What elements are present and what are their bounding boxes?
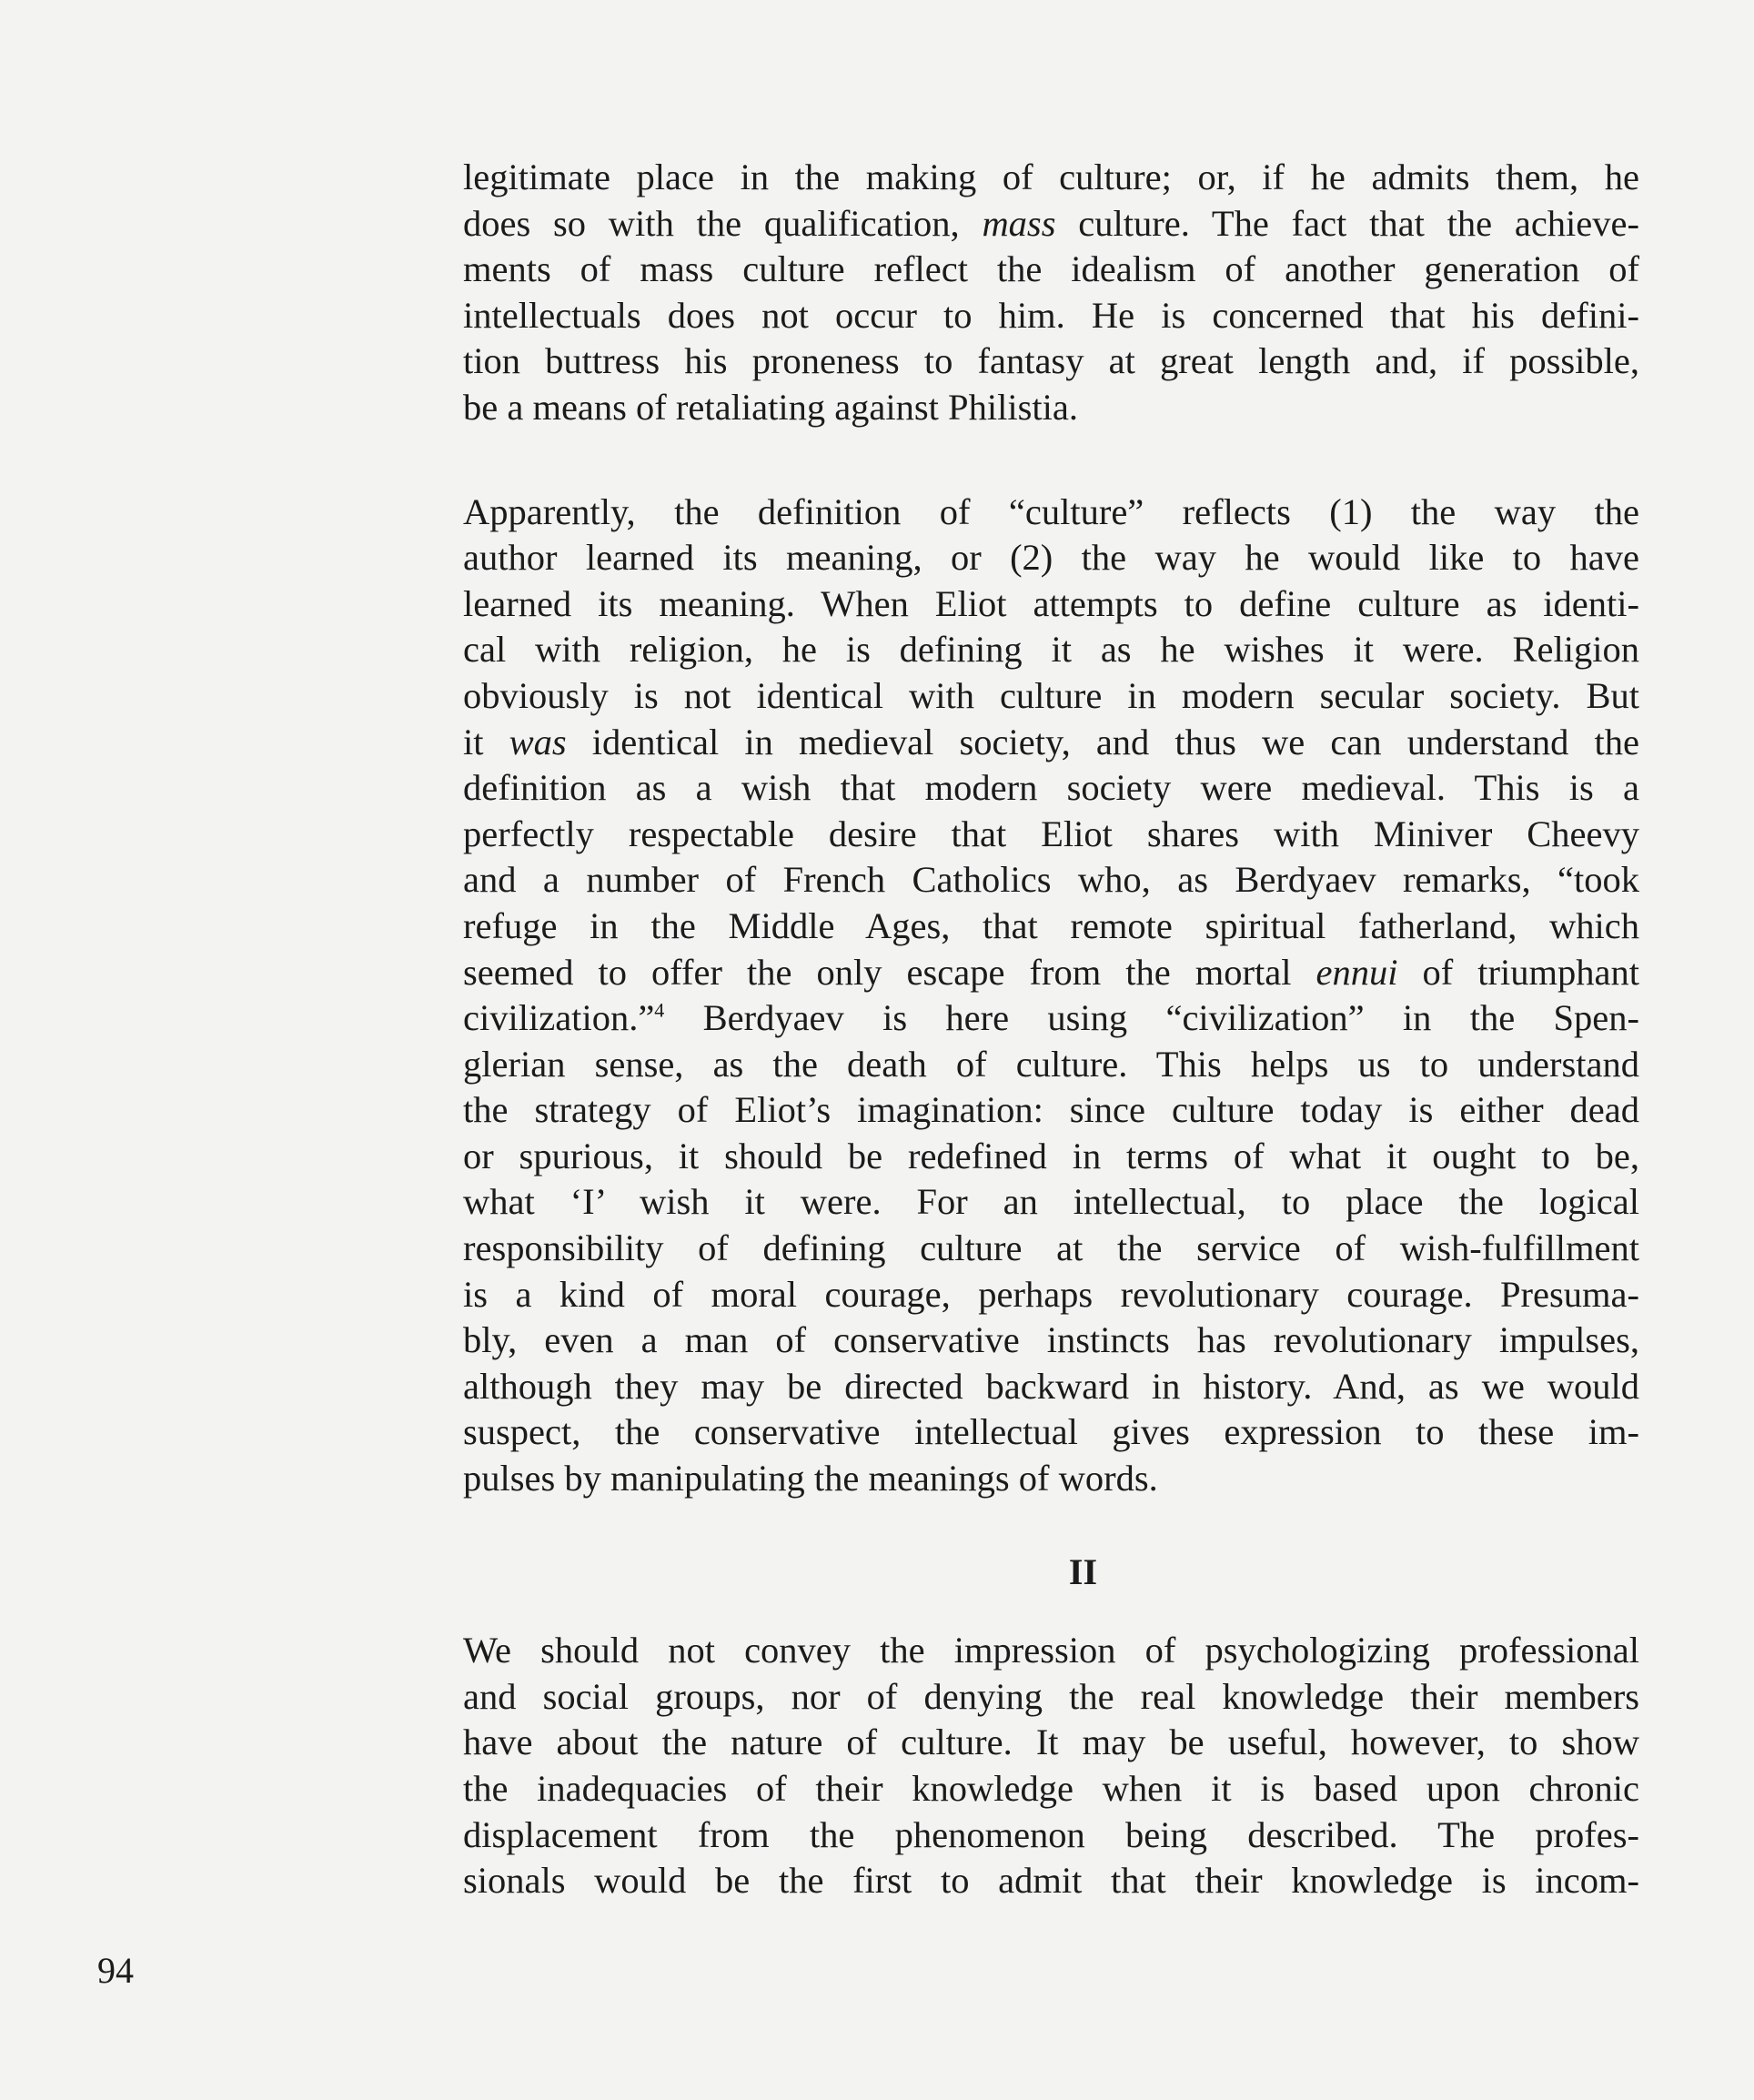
paragraph-3 <box>463 1628 1639 1904</box>
text-line: definition as a wish that modern society were medieval. This is a <box>463 767 1639 809</box>
page-number: 94 <box>97 1950 134 1991</box>
text-line: or spurious, it should be redefined in terms of what it ought to be, <box>463 1135 1639 1176</box>
text-line: glerian sense, as the death of culture. This helps us to understand <box>463 1043 1639 1085</box>
text-line: what ‘I’ wish it were. For an intellectual, to place the logical <box>463 1181 1639 1223</box>
text-line: the strategy of Eliot’s imagination: since culture today is either dead <box>463 1089 1639 1131</box>
text-line: author learned its meaning, or (2) the way he would like to have <box>463 537 1639 579</box>
text-line: learned its meaning. When Eliot attempts to define culture as identi- <box>463 582 1639 624</box>
section-spacer <box>463 1502 1639 1550</box>
text-line: have about the nature of culture. It may be useful, however, to show <box>463 1721 1639 1763</box>
section-heading: II <box>1068 1550 1098 1592</box>
text-line: cal with religion, he is defining it as he wishes it were. Religion <box>463 629 1639 671</box>
text-line: responsibility of defining culture at the service of wish-fulfillment <box>463 1227 1639 1269</box>
paragraph-2 <box>463 490 1639 1502</box>
section-spacer <box>463 1595 1639 1628</box>
text-line: suspect, the conservative intellectual gives expression to these im- <box>463 1411 1639 1453</box>
text-line: does so with the qualification, mass culture. The fact that the achieve- <box>463 202 1639 244</box>
text-line: pulses by manipulating the meanings of words. <box>463 1458 1158 1499</box>
text-line: legitimate place in the making of culture; or, if he admits them, he <box>463 156 1639 197</box>
paragraph-spacer <box>463 431 1639 490</box>
text-line: obviously is not identical with culture in modern secular society. But <box>463 674 1639 716</box>
footnote-marker: 4 <box>654 998 665 1022</box>
text-line: and a number of French Catholics who, as Berdyaev remarks, “took <box>463 859 1639 901</box>
italic-word: was <box>509 721 567 762</box>
text-column <box>463 155 1639 1904</box>
paragraph-1 <box>463 155 1639 431</box>
text-line: Apparently, the definition of “culture” reflects (1) the way the <box>463 490 1639 532</box>
text-line: We should not convey the impression of psychologizing professional <box>463 1630 1639 1671</box>
text-line: and social groups, nor of denying the real knowledge their members <box>463 1675 1639 1717</box>
text-line: sionals would be the first to admit that their knowledge is incom- <box>463 1860 1639 1902</box>
text-line: the inadequacies of their knowledge when it is based upon chronic <box>463 1768 1639 1809</box>
text-line: ments of mass culture reflect the idealism of another generation of <box>463 248 1639 290</box>
text-line: bly, even a man of conservative instincts has revolutionary impulses, <box>463 1319 1639 1361</box>
text-line: be a means of retaliating against Philistia. <box>463 386 1078 428</box>
italic-word: mass <box>982 202 1056 244</box>
text-line: it was identical in medieval society, and thus we can understand the <box>463 721 1639 762</box>
italic-word: ennui <box>1316 951 1398 993</box>
text-line: although they may be directed backward in history. And, as we would <box>463 1365 1639 1407</box>
text-line: intellectuals does not occur to him. He is concerned that his defini- <box>463 294 1639 336</box>
text-line: civilization.”$^4$ Berdyaev is here using “civilization” in the Spen- <box>463 997 1639 1039</box>
text-line: perfectly respectable desire that Eliot shares with Miniver Cheevy <box>463 813 1639 854</box>
text-line: displacement from the phenomenon being described. The profes- <box>463 1813 1639 1855</box>
text-line: refuge in the Middle Ages, that remote spiritual fatherland, which <box>463 904 1639 946</box>
text-line: seemed to offer the only escape from the mortal ennui of triumphant <box>463 951 1639 993</box>
text-line: is a kind of moral courage, perhaps revolutionary courage. Presuma- <box>463 1273 1639 1315</box>
text-line: tion buttress his proneness to fantasy at great length and, if possible, <box>463 340 1639 382</box>
